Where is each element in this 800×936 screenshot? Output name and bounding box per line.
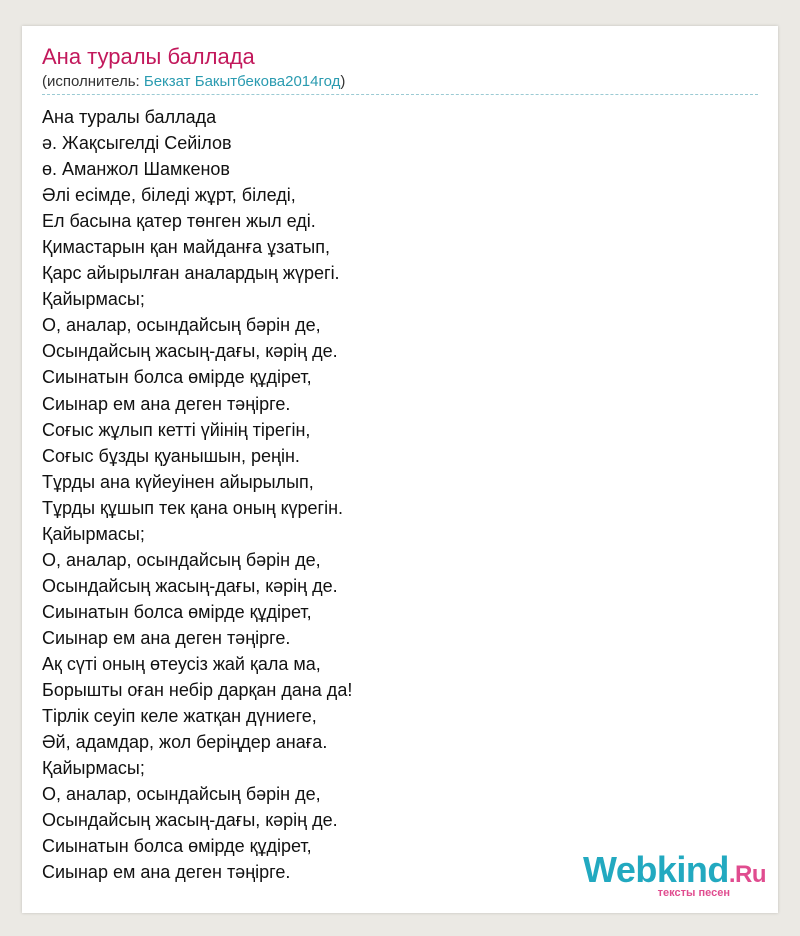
lyric-line: Қайырмасы; xyxy=(42,758,145,779)
watermark-tagline: тексты песен xyxy=(657,887,730,899)
lyric-line: Соғыс жұлып кетті үйінің тірегін, xyxy=(42,419,311,440)
lyric-line: Әй, адамдар, жол беріңдер анаға. xyxy=(42,732,328,753)
lyric-line: Тірлік сеуіп келе жатқан дүниеге, xyxy=(42,706,317,727)
watermark-tld: .Ru xyxy=(728,861,766,888)
lyric-line: О, аналар, осындайсың бәрін де, xyxy=(42,784,321,805)
lyric-line: О, аналар, осындайсың бәрін де, xyxy=(42,549,321,570)
lyric-line: Қарс айырылған аналардың жүрегі. xyxy=(42,263,340,284)
watermark-brand: Webkind xyxy=(582,849,729,890)
lyric-line: Сиынатын болса өмірде құдірет, xyxy=(42,836,312,857)
lyric-line: О, аналар, осындайсың бәрін де, xyxy=(42,315,321,336)
performer-link[interactable]: Бекзат Бакытбекова2014год xyxy=(143,73,341,90)
lyric-line: Сиынар ем ана деген тәңірге. xyxy=(42,627,291,648)
lyric-line: Сиынатын болса өмірде құдірет, xyxy=(42,601,312,622)
lyric-line: Ақ сүті оның өтеусіз жай қала ма, xyxy=(42,653,321,674)
lyric-line: Сиынар ем ана деген тәңірге. xyxy=(42,862,291,883)
lyric-line: Осындайсың жасың-дағы, кәрің де. xyxy=(42,575,338,596)
performer-suffix: ) xyxy=(340,73,346,90)
lyric-line: Борышты оған небір дарқан дана да! xyxy=(42,680,353,701)
lyric-line: Сиынатын болса өмірде құдірет, xyxy=(42,367,312,388)
site-watermark xyxy=(582,849,766,899)
lyric-line: ө. Аманжол Шамкенов xyxy=(42,159,230,180)
performer-prefix: (исполнитель: xyxy=(42,73,144,90)
lyric-line: Қайырмасы; xyxy=(42,289,145,310)
lyric-line: Тұрды ана күйеуінен айырылып, xyxy=(42,471,314,492)
page-title: Ана туралы баллада xyxy=(42,44,255,69)
header-divider xyxy=(42,94,758,95)
lyric-line: Қайырмасы; xyxy=(42,523,145,544)
lyric-line: Ел басына қатер төнген жыл еді. xyxy=(42,211,316,232)
performer-line xyxy=(42,72,345,92)
lyric-line: Қимастарын қан майданға ұзатып, xyxy=(42,237,330,258)
lyric-line: Соғыс бұзды қуанышын, реңін. xyxy=(42,445,300,466)
lyrics-text xyxy=(42,104,352,885)
lyric-line: Осындайсың жасың-дағы, кәрің де. xyxy=(42,341,338,362)
lyric-line: Әлі есімде, біледі жұрт, біледі, xyxy=(42,185,296,206)
lyric-line: Ана туралы баллада xyxy=(42,107,217,127)
lyric-line: ә. Жақсыгелді Сейілов xyxy=(42,133,232,154)
lyric-line: Сиынар ем ана деген тәңірге. xyxy=(42,393,291,414)
lyrics-card xyxy=(22,26,778,913)
lyric-line: Тұрды құшып тек қана оның күрегін. xyxy=(42,497,344,518)
lyric-line: Осындайсың жасың-дағы, кәрің де. xyxy=(42,810,338,831)
